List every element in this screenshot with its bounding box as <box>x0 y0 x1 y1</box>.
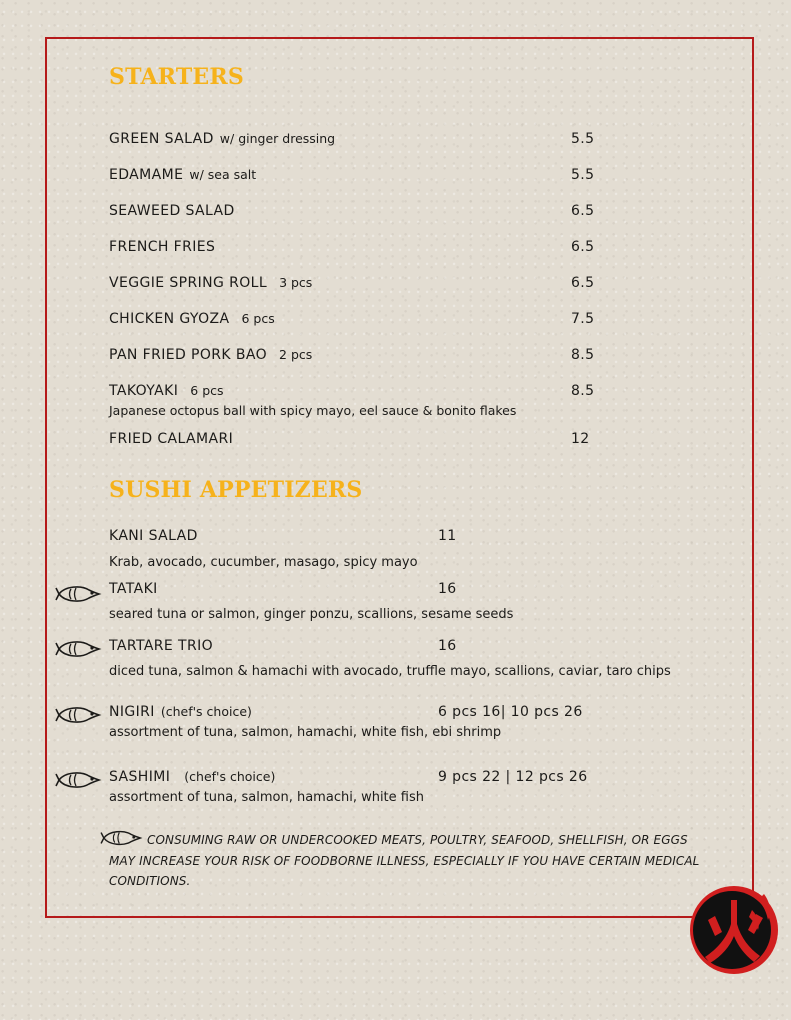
item-note: 6 pcs <box>241 311 275 326</box>
item-price: 5.5 <box>571 167 595 183</box>
raw-fish-icon <box>55 769 103 791</box>
menu-item <box>109 275 312 291</box>
item-name: SEAWEED SALAD <box>109 203 235 219</box>
raw-fish-icon <box>55 583 103 605</box>
item-name: PAN FRIED PORK BAO <box>109 347 268 363</box>
item-price: 6 pcs 16| 10 pcs 26 <box>438 704 583 720</box>
item-name: TARTARE TRIO <box>109 638 214 654</box>
item-note: 2 pcs <box>279 347 313 362</box>
item-note: (chef's choice) <box>184 769 276 784</box>
item-note: (chef's choice) <box>160 704 252 719</box>
item-price: 16 <box>438 581 457 597</box>
raw-fish-icon <box>55 638 103 660</box>
item-name: TAKOYAKI <box>109 383 179 399</box>
item-price: 8.5 <box>571 347 595 363</box>
starters-heading: STARTERS <box>109 64 244 90</box>
item-note: w/ ginger dressing <box>219 131 336 146</box>
item-description: assortment of tuna, salmon, hamachi, white fish <box>109 790 424 805</box>
item-price: 8.5 <box>571 383 595 399</box>
item-note: 3 pcs <box>279 275 313 290</box>
item-price: 6.5 <box>571 203 595 219</box>
item-price: 6.5 <box>571 275 595 291</box>
item-price: 5.5 <box>571 131 595 147</box>
fish-icon <box>99 828 145 848</box>
menu-item <box>109 167 256 183</box>
item-price: 11 <box>438 528 457 544</box>
item-price: 12 <box>571 431 590 447</box>
item-name: CHICKEN GYOZA <box>109 311 230 327</box>
item-description: seared tuna or salmon, ginger ponzu, scallions, sesame seeds <box>109 607 514 622</box>
warning-text: CONSUMING RAW OR UNDERCOOKED MEATS, POULTRY, SEAFOOD, SHELLFISH, OR EGGS MAY INCREASE YOUR RISK OF FOODBORNE ILLNESS, ESPECIALLY IF YOU HAVE CERTAIN MEDICAL CONDITIONS. <box>109 833 700 888</box>
raw-food-warning <box>109 828 709 892</box>
menu-item <box>109 311 275 327</box>
menu-item <box>109 239 215 255</box>
menu-item <box>109 203 235 219</box>
raw-fish-icon <box>55 704 103 726</box>
sushi-appetizers-heading: SUSHI APPETIZERS <box>109 477 363 503</box>
item-name: FRENCH FRIES <box>109 239 216 255</box>
item-name: NIGIRI <box>109 704 155 720</box>
item-name: TATAKI <box>109 581 158 597</box>
item-price: 7.5 <box>571 311 595 327</box>
menu-item <box>109 528 198 544</box>
item-description: diced tuna, salmon & hamachi with avocado, truffle mayo, scallions, caviar, taro chips <box>109 664 671 679</box>
menu-item <box>109 769 275 785</box>
menu-item <box>109 704 252 720</box>
item-name: FRIED CALAMARI <box>109 431 234 447</box>
menu-item <box>109 581 158 597</box>
menu-item <box>109 131 335 147</box>
menu-item <box>109 383 224 399</box>
item-price: 9 pcs 22 | 12 pcs 26 <box>438 769 588 785</box>
item-description: Krab, avocado, cucumber, masago, spicy mayo <box>109 555 418 570</box>
item-note: w/ sea salt <box>189 167 257 182</box>
item-note: 6 pcs <box>190 383 224 398</box>
item-name: GREEN SALAD <box>109 131 214 147</box>
menu-item <box>109 347 312 363</box>
item-description: Japanese octopus ball with spicy mayo, eel sauce & bonito flakes <box>109 403 517 418</box>
item-name: VEGGIE SPRING ROLL <box>109 275 268 291</box>
item-name: EDAMAME <box>109 167 184 183</box>
item-name: KANI SALAD <box>109 528 198 544</box>
item-description: assortment of tuna, salmon, hamachi, white fish, ebi shrimp <box>109 725 502 740</box>
menu-item <box>109 638 213 654</box>
fire-kanji-logo <box>686 880 782 976</box>
item-name: SASHIMI <box>109 769 171 785</box>
item-price: 6.5 <box>571 239 595 255</box>
item-price: 16 <box>438 638 457 654</box>
menu-item <box>109 431 233 447</box>
